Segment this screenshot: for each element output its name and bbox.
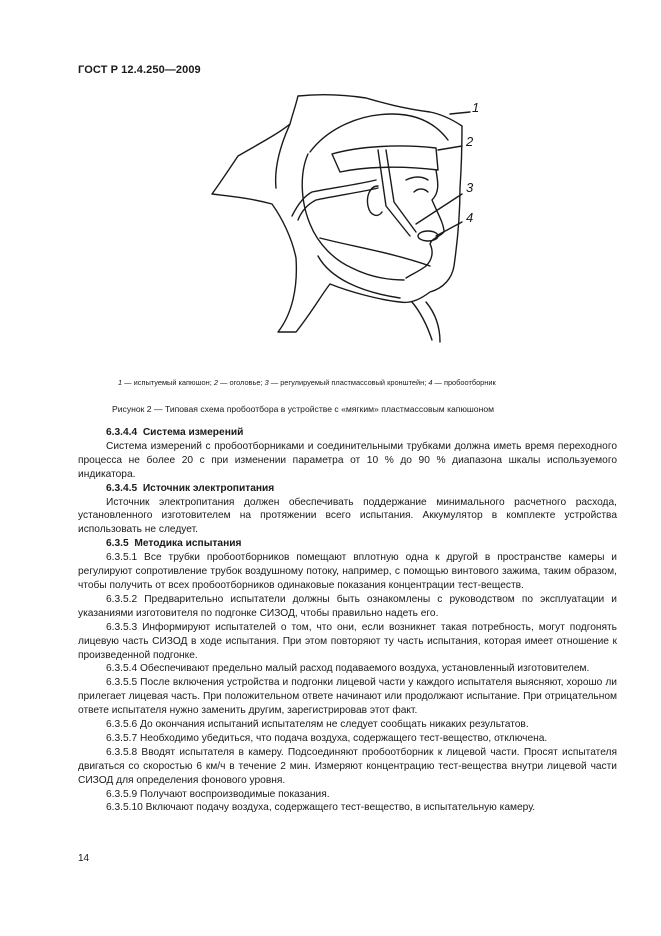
legend-item: 4 — пробоотборник: [428, 378, 496, 387]
legend-item: 2 — оголовье;: [213, 378, 263, 387]
paragraph: 6.3.5.8 Вводят испытателя в камеру. Подсоединяют пробоотборник к лицевой части. Просят испытателя двигаться со скоростью 6 км/ч в течение 2 мин. Измеряют концентрацию тест-вещества внутри лицевой части СИЗОД для определения фонового уровня.: [78, 746, 617, 786]
paragraph: 6.3.5.7 Необходимо убедиться, что подача воздуха, содержащего тест-вещество, отключена.: [106, 732, 548, 744]
figure-hood-sampling-diagram: [200, 88, 500, 368]
paragraph: 6.3.5.6 До окончания испытаний испытателям не следует сообщать никаких результатов.: [106, 719, 529, 731]
figure-legend: [118, 378, 496, 387]
legend-item: 1 — испытуемый капюшон;: [118, 378, 212, 387]
paragraph: 6.3.5.1 Все трубки пробоотборников помещают вплотную одна к другой в пространстве камеры и регулируют сопротивление трубок воздушному потоку, например, с помощью винтового зажима, таким образом, чтобы получить от всех пробоотборников одинаковые показания концентрации тест-веществ.: [78, 552, 617, 591]
paragraph: Система измерений с пробоотборниками и соединительными трубками должна иметь время переходного процесса не более 20 с при изменении параметра от 10 % до 90 % диапазона шкалы используемого индикатора.: [78, 440, 617, 480]
paragraph: 6.3.5.5 После включения устройства и подгонки лицевой части у каждого испытателя выясняют, хорошо ли прилегает лицевая часть. При положительном ответе начинают или продолжают испытание. При отрицательном ответе испытателя нужно заменить другим, зарегистрировав этот факт.: [78, 677, 617, 717]
section-heading: 6.3.5 Методика испытания: [106, 538, 242, 550]
hood-diagram-drawing: [200, 88, 500, 368]
paragraph: 6.3.5.3 Информируют испытателей о том, что они, если возникнет такая потребность, могут подгонять лицевую часть СИЗОД в ходе испытания. При этом повторяют ту часть испытания, которая имеет отношение к произведенной подгонке.: [78, 621, 617, 661]
document-id-header: ГОСТ Р 12.4.250—2009: [78, 64, 201, 76]
callout-1: 1: [472, 100, 480, 115]
section-heading: 6.3.4.5 Источник электропитания: [106, 482, 275, 494]
section-heading: 6.3.4.4 Система измерений: [106, 427, 244, 438]
paragraph: 6.3.5.10 Включают подачу воздуха, содержащего тест-вещество, в испытательную камеру.: [106, 802, 536, 814]
figure-caption: Рисунок 2 — Типовая схема пробоотбора в устройстве с «мягким» пластмассовым капюшоном: [112, 404, 495, 414]
legend-item: 3 — регулируемый пластмассовый кронштейн;: [264, 378, 427, 387]
paragraph: Источник электропитания должен обеспечивать поддержание минимального расчетного расхода, установленного изготовителем на протяжении всего испытания. Аккумулятор в комплекте устройства использовать не следует.: [78, 496, 617, 536]
callout-4: 4: [466, 210, 474, 225]
callout-2: 2: [466, 134, 474, 149]
paragraph: 6.3.5.9 Получают воспроизводимые показания.: [106, 788, 330, 800]
callout-3: 3: [466, 180, 474, 195]
paragraph: 6.3.5.2 Предварительно испытатели должны быть ознакомлены с руководством по эксплуатации и указаниями изготовителя по подгонке СИЗОД, чтобы правильно надеть его.: [78, 593, 617, 619]
document-body: [78, 426, 617, 815]
page-number: 14: [78, 853, 90, 864]
paragraph: 6.3.5.4 Обеспечивают предельно малый расход подаваемого воздуха, установленный изготовителем.: [106, 663, 590, 675]
